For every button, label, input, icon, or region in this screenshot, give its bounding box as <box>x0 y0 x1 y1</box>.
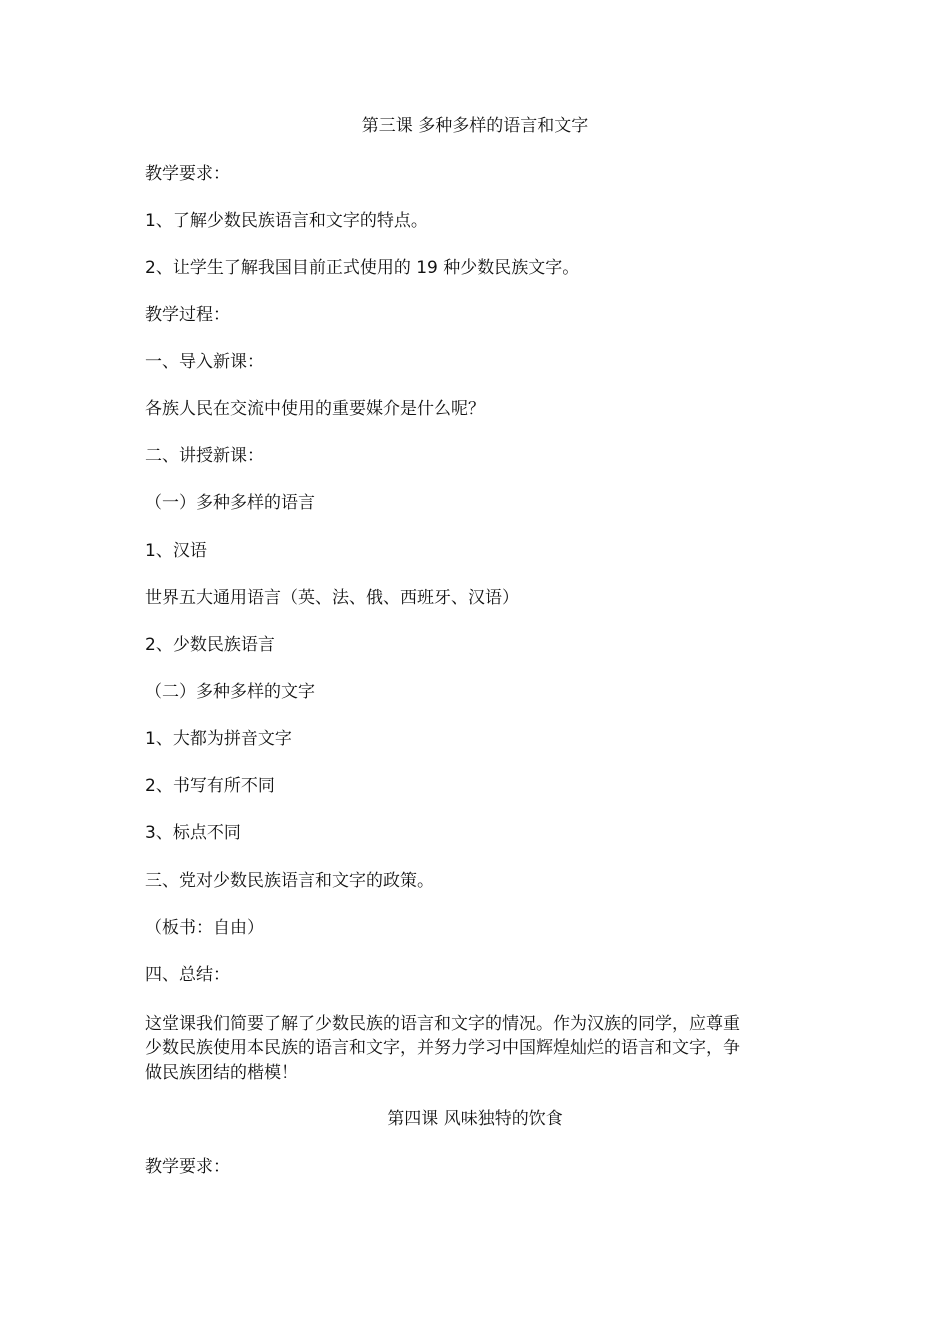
lesson4-title: 第四课 风味独特的饮食 <box>387 1109 563 1129</box>
summary-line-1: 这堂课我们简要了解了少数民族的语言和文字的情况。作为汉族的同学，应尊重 <box>145 1014 740 1034</box>
lesson3-process-heading: 教学过程： <box>145 305 230 325</box>
section2-item-1: 1、大都为拼音文字 <box>145 729 292 749</box>
section1-heading: （一）多种多样的语言 <box>145 493 315 513</box>
lesson3-requirement-1: 1、了解少数民族语言和文字的特点。 <box>145 211 428 231</box>
board-note: （板书：自由） <box>145 918 264 938</box>
section1-item-2: 2、少数民族语言 <box>145 635 275 655</box>
part1-text: 各族人民在交流中使用的重要媒介是什么呢？ <box>145 399 485 419</box>
section2-item-2: 2、书写有所不同 <box>145 776 275 796</box>
lesson4-requirements-heading: 教学要求： <box>145 1157 230 1177</box>
summary-line-3: 做民族团结的楷模！ <box>145 1063 298 1083</box>
lesson3-requirement-2: 2、让学生了解我国目前正式使用的 19 种少数民族文字。 <box>145 258 580 278</box>
part4-heading: 四、总结： <box>145 965 230 985</box>
section1-item-1-note: 世界五大通用语言（英、法、俄、西班牙、汉语） <box>145 588 519 608</box>
lesson3-title: 第三课 多种多样的语言和文字 <box>361 116 589 136</box>
summary-line-2: 少数民族使用本民族的语言和文字，并努力学习中国辉煌灿烂的语言和文字，争 <box>145 1038 740 1058</box>
section1-item-1: 1、汉语 <box>145 541 207 561</box>
part3-heading: 三、党对少数民族语言和文字的政策。 <box>145 871 434 891</box>
section2-item-3: 3、标点不同 <box>145 823 241 843</box>
part1-heading: 一、导入新课： <box>145 352 264 372</box>
part2-heading: 二、讲授新课： <box>145 446 264 466</box>
section2-heading: （二）多种多样的文字 <box>145 682 315 702</box>
lesson3-requirements-heading: 教学要求： <box>145 164 230 184</box>
